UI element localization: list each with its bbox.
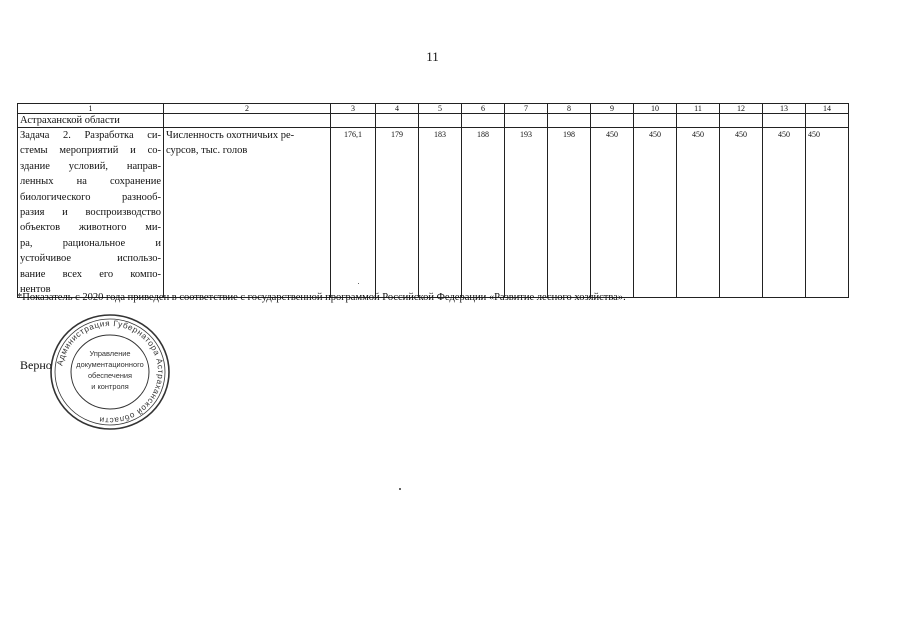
footnote: *Показатель с 2020 года приведен в соответствие с государственной программой Российской Федерации «Развитие лесного хозяйства».	[17, 292, 626, 303]
value-cell: 193	[505, 128, 548, 298]
value-cell: 179	[376, 128, 419, 298]
task-line: здание условий, направ-	[20, 160, 161, 172]
task-row	[18, 128, 849, 298]
scan-speck	[399, 488, 401, 490]
column-number: 4	[376, 104, 419, 114]
empty-cell	[548, 114, 591, 128]
value-cell: 450	[763, 128, 806, 298]
column-number: 14	[806, 104, 849, 114]
task-line: ра, рациональное и	[20, 237, 161, 249]
column-number: 5	[419, 104, 462, 114]
empty-cell	[634, 114, 677, 128]
official-stamp	[48, 312, 172, 432]
empty-cell	[806, 114, 849, 128]
indicator-line: сурсов, тыс. голов	[166, 145, 248, 157]
stamp-outer-text: Администрация Губернатора Астраханской области	[55, 318, 166, 426]
value-cell: 183	[419, 128, 462, 298]
task-line: Задача 2. Разработка си-	[20, 130, 161, 141]
value-cell: 450	[591, 128, 634, 298]
column-number: 1	[18, 104, 164, 114]
empty-cell	[763, 114, 806, 128]
empty-cell	[677, 114, 720, 128]
task-line: разия и воспроизводство	[20, 207, 161, 219]
empty-cell	[419, 114, 462, 128]
indicator-line: Численность охотничьих ре-	[166, 130, 295, 141]
stamp-inner-line: документационного	[76, 360, 144, 369]
column-number-row	[18, 104, 849, 114]
column-number: 3	[331, 104, 376, 114]
region-row	[18, 114, 849, 128]
task-line: вание всех его компо-	[20, 268, 161, 280]
task-line: биологического разнооб-	[20, 191, 161, 203]
column-number: 6	[462, 104, 505, 114]
column-number: 11	[677, 104, 720, 114]
column-number: 12	[720, 104, 763, 114]
value-cell: 176,1	[331, 128, 376, 298]
empty-cell	[720, 114, 763, 128]
page-number: 11	[426, 49, 439, 64]
value-cell: 450	[677, 128, 720, 298]
region-cell: Астраханской области	[18, 114, 164, 128]
column-number: 7	[505, 104, 548, 114]
empty-cell	[164, 114, 331, 128]
column-number: 13	[763, 104, 806, 114]
value-cell: 188	[462, 128, 505, 298]
empty-cell	[462, 114, 505, 128]
task-line: устойчивое использо-	[20, 253, 161, 265]
indicator-cell	[164, 128, 331, 298]
column-number: 8	[548, 104, 591, 114]
value-cell: 450	[634, 128, 677, 298]
task-line: объектов животного ми-	[20, 222, 161, 234]
value-cell: 198	[548, 128, 591, 298]
stamp-inner-line: обеспечения	[87, 371, 133, 380]
value-cell: 450	[806, 128, 849, 298]
column-number: 10	[634, 104, 677, 114]
task-cell	[18, 128, 164, 298]
column-number: 9	[591, 104, 634, 114]
verno-label: Верно	[20, 358, 52, 372]
column-number: 2	[164, 104, 331, 114]
empty-cell	[331, 114, 376, 128]
task-line: нентов	[20, 284, 51, 296]
empty-cell	[591, 114, 634, 128]
stamp-inner-line: и контроля	[91, 382, 129, 391]
scan-speck	[358, 283, 359, 284]
indicators-table	[17, 103, 849, 298]
empty-cell	[376, 114, 419, 128]
task-line: ленных на сохранение	[20, 176, 161, 188]
value-cell: 450	[720, 128, 763, 298]
stamp-inner-line: Управление	[89, 349, 131, 358]
empty-cell	[505, 114, 548, 128]
task-line: стемы мероприятий и со-	[20, 145, 161, 157]
